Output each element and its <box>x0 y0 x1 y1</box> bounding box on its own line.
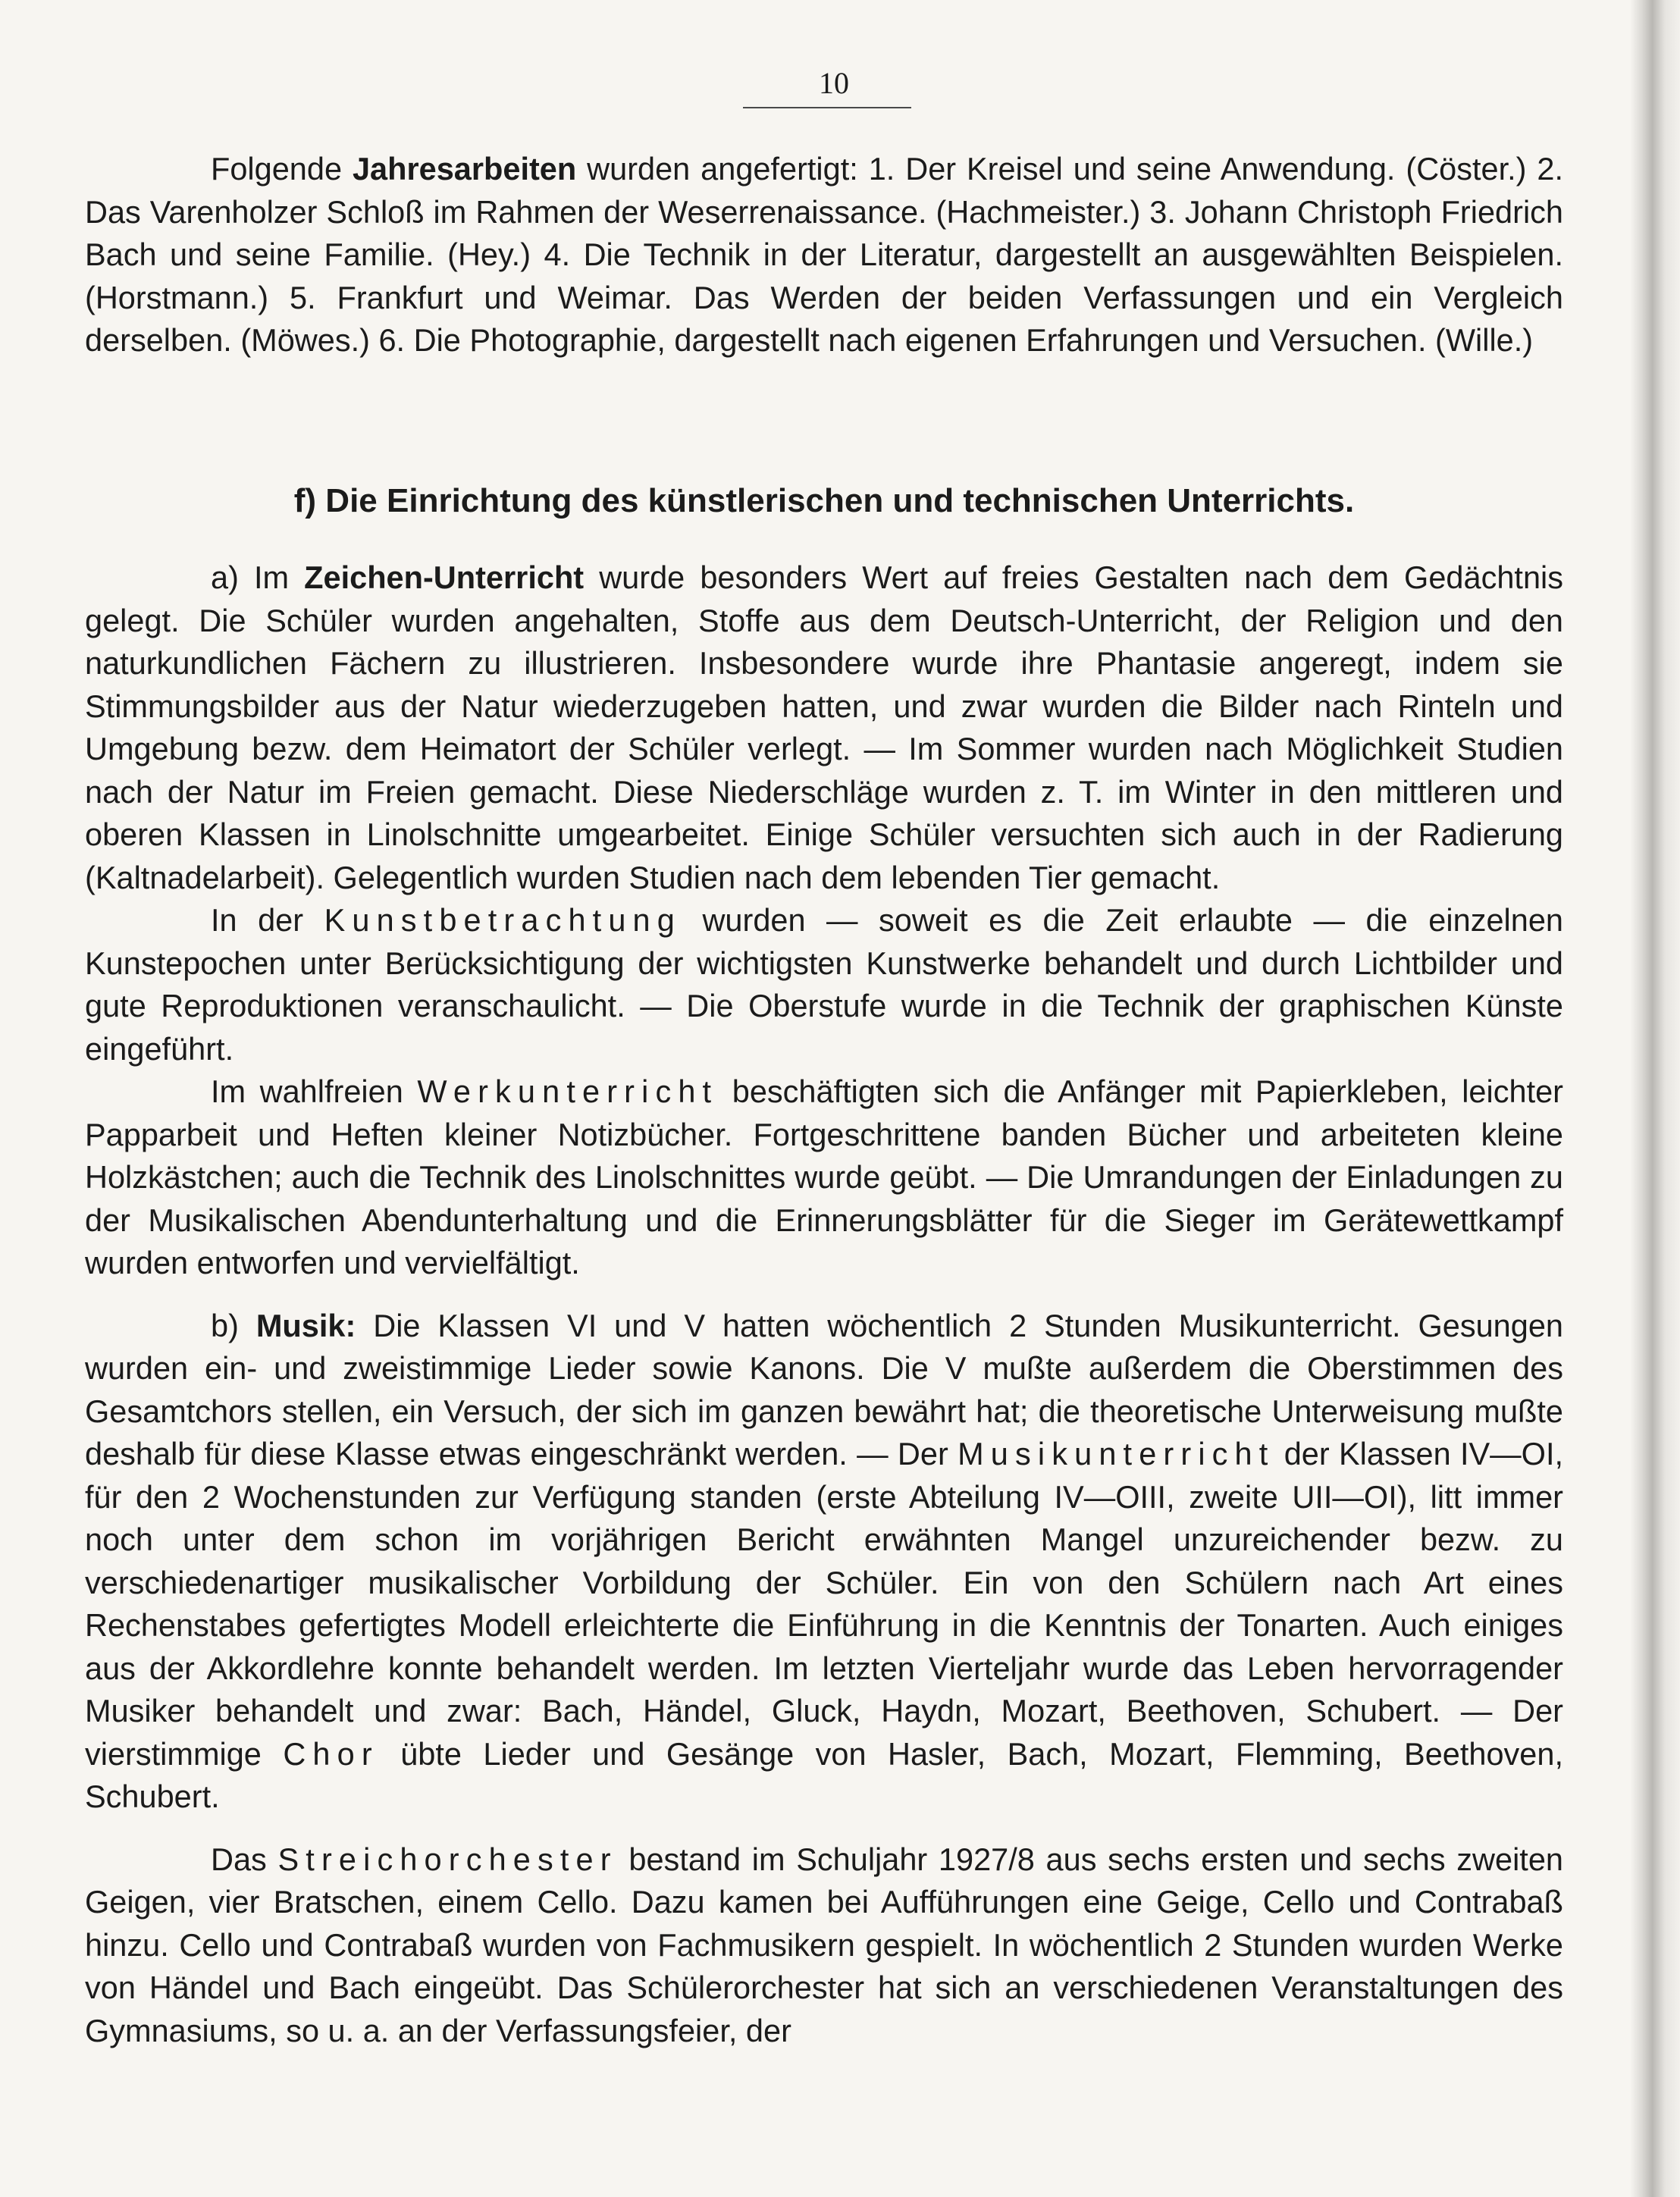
kunstbetrachtung-text: wurden — soweit es die Zeit erlaubte — die einzelnen Kunstepochen unter Berücksichtigung der wichtigsten Kunstwerke behandelt und durch Lichtbilder und gute Reproduktionen veranschaulicht. — Die Oberstufe wurde in die Technik der graphischen Künste eingeführt. <box>85 902 1563 1067</box>
musik-text-2: der Klassen IV—OI, für den 2 Wochenstunden zur Verfügung standen (erste Abteilung IV—OIII, zweite UII—OI), litt immer noch unter dem schon im vorjährigen Bericht erwähnten Mangel unzureichender bezw. zu verschiedenartiger musikalischer Vorbildung der Schüler. Ein von den Schülern nach Art eines Rechenstabes gefertigtes Modell erleichterte die Einführung in die Kenntnis der Tonarten. Auch einiges aus der Akkordlehre konnte behandelt werden. Im letzten Vierteljahr wurde das Leben hervorragender Musiker behandelt und zwar: Bach, Händel, Gluck, Haydn, Mozart, Beethoven, Schubert. — Der vierstimmige <box>85 1436 1564 1772</box>
zeichen-paragraph <box>85 556 1563 899</box>
jahresarbeiten-block <box>85 148 1563 362</box>
page-binding-edge <box>1630 0 1680 2197</box>
page-number-rule <box>743 107 911 108</box>
chor-term: Chor <box>283 1735 379 1772</box>
zeichen-text: wurde besonders Wert auf freies Gestalten nach dem Gedächtnis gelegt. Die Schüler wurden angehalten, Stoffe aus dem Deutsch-Unterricht, der Religion und den naturkundlichen Fächern zu illustrieren. Insbesondere wurde ihre Phantasie angeregt, indem sie Stimmungsbilder aus der Natur wiederzugeben hatten, und zwar wurden die Bilder nach Rinteln und Umgebung bezw. dem Heimatort der Schüler verlegt. — Im Sommer wurden nach Möglichkeit Studien nach der Natur im Freien gemacht. Diese Niederschläge wurden z. T. im Winter in den mittleren und oberen Klassen in Linolschnitte umgearbeitet. Einige Schüler versuchten sich auch in der Radierung (Kaltnadelarbeit). Gelegentlich wurden Studien nach dem lebenden Tier gemacht. <box>85 559 1563 895</box>
kunstbetrachtung-term: Kunstbetrachtung <box>324 902 682 938</box>
zeichen-prefix: a) Im <box>211 559 305 595</box>
jahresarbeiten-intro: Folgende <box>211 151 353 186</box>
musikunterricht-term: Musikunterricht <box>958 1436 1275 1471</box>
streichorchester-term: Streichorchester <box>277 1841 618 1877</box>
musik-term: Musik: <box>255 1307 356 1343</box>
werkunterricht-prefix: Im wahlfreien <box>211 1073 418 1109</box>
kunstbetrachtung-prefix: In der <box>211 902 324 938</box>
streichorchester-prefix: Das <box>211 1841 278 1877</box>
kunstbetrachtung-paragraph <box>85 899 1563 1070</box>
jahresarbeiten-text: wurden angefertigt: 1. Der Kreisel und seine Anwendung. (Cöster.) 2. Das Varenholzer Schloß im Rahmen der Weserrenaissance. (Hachmeister.) 3. Johann Christoph Friedrich Bach und seine Familie. (Hey.) 4. Die Technik in der Literatur, dargestellt an ausgewählten Beispielen. (Horstmann.) 5. Frankfurt und Weimar. Das Werden der beiden Verfassungen und ein Vergleich derselben. (Möwes.) 6. Die Photographie, dargestellt nach eigenen Erfahrungen und Versuchen. (Wille.) <box>85 151 1563 358</box>
page-number: 10 <box>819 66 849 100</box>
werkunterricht-paragraph <box>85 1070 1563 1285</box>
musik-text-1: Die Klassen VI und V hatten wöchentlich 2 Stunden Musikunterricht. Gesungen wurden ein- und zweistimmige Lieder sowie Kanons. Die V mußte außerdem die Oberstimmen des Gesamtchors stellen, ein Versuch, der sich im ganzen bewährt hat; die theoretische Unterweisung mußte deshalb für diese Klasse etwas eingeschränkt werden. — Der <box>85 1307 1563 1471</box>
musik-text-3: übte Lieder und Gesänge von Hasler, Bach, Mozart, Flemming, Beethoven, Schubert. <box>85 1735 1563 1814</box>
werkunterricht-text: beschäftigten sich die Anfänger mit Papierkleben, leichter Papparbeit und Heften kleiner Notizbücher. Fortgeschrittene banden Bücher und arbeiteten kleine Holzkästchen; auch die Technik des Linolschnittes wurde geübt. — Die Umrandungen der Einladungen zu der Musikalischen Abendunterhaltung und die Erinnerungsblätter für die Sieger im Gerätewettkampf wurden entworfen und vervielfältigt. <box>85 1073 1563 1280</box>
werkunterricht-term: Werkunterricht <box>417 1073 719 1109</box>
section-heading: f) Die Einrichtung des künstlerischen und technischen Unterrichts. <box>293 482 1355 519</box>
streichorchester-paragraph <box>85 1838 1563 2053</box>
jahresarbeiten-term: Jahresarbeiten <box>352 151 577 186</box>
art-instruction-block <box>85 556 1563 2052</box>
streichorchester-text: bestand im Schuljahr 1927/8 aus sechs ersten und sechs zweiten Geigen, vier Bratschen, einem Cello. Dazu kamen bei Aufführungen eine Geige, Cello und Contrabaß hinzu. Cello und Contrabaß wurden von Fachmusikern gespielt. In wöchentlich 2 Stunden wurden Werke von Händel und Bach eingeübt. Das Schülerorchester hat sich an verschiedenen Veranstaltungen des Gymnasiums, so u. a. an der Verfassungsfeier, der <box>85 1841 1563 2048</box>
zeichen-term: Zeichen-Unterricht <box>304 559 585 595</box>
musik-prefix: b) <box>211 1307 256 1343</box>
musik-paragraph <box>85 1305 1563 1819</box>
jahresarbeiten-paragraph <box>85 148 1563 362</box>
